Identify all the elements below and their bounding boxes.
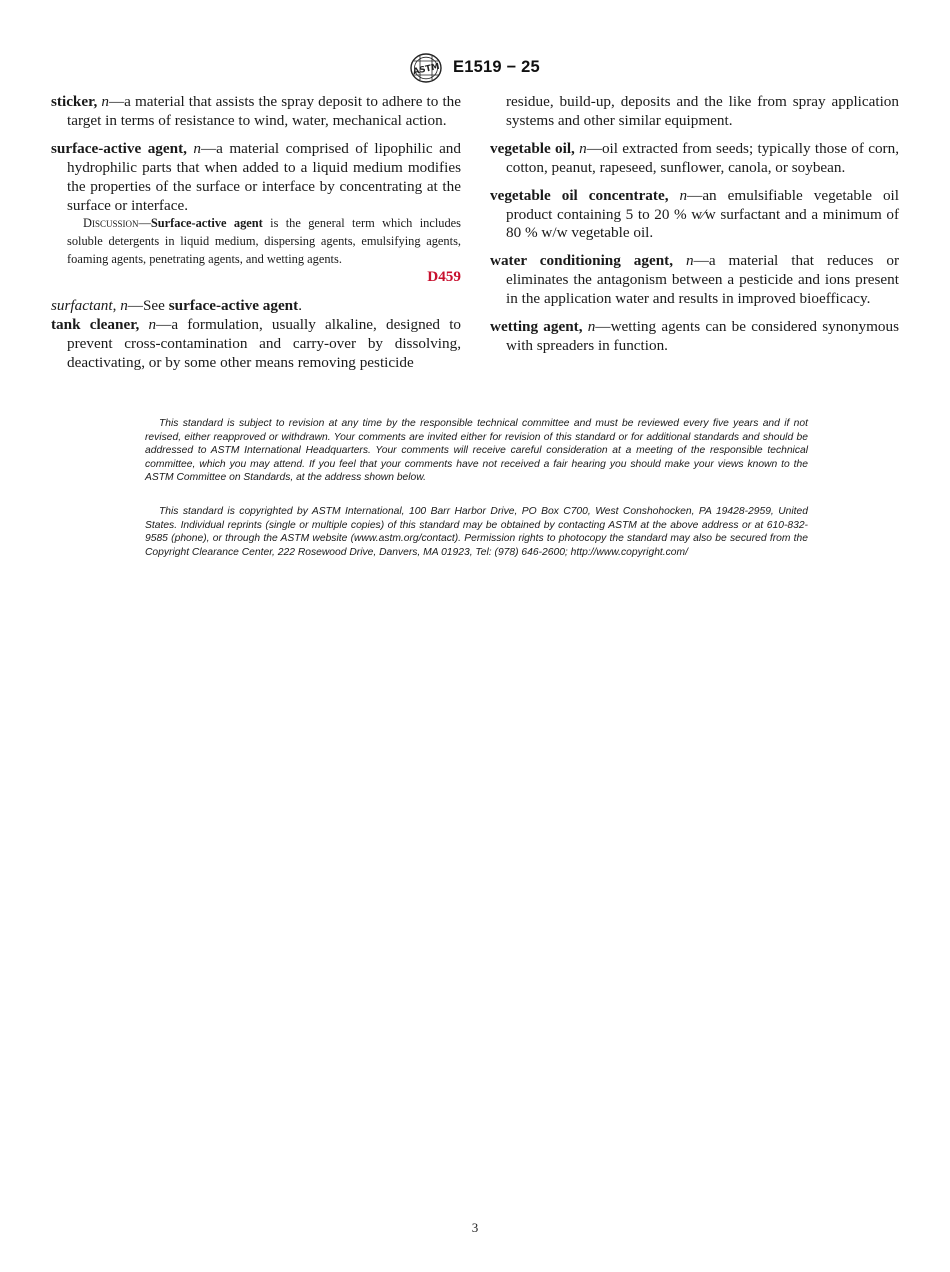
term: tank cleaner, [51,316,140,334]
discussion-label: Discussion [83,216,139,231]
astm-logo-icon [408,52,444,84]
revision-notice-text: This standard is subject to revision at any time by the responsible technical committee and must be reviewed every five years and if not revised, either reapproved or withdrawn. Your comments are invited either for revision of this standard or for additional standards and should be addressed to ASTM International Headquarters. Your comments will receive careful consideration at a meeting of the responsible technical committee, which you may attend. If you feel that your comments have not received a fair hearing you should make your views known to the ASTM Committee on Standards, at the address shown below. [145,418,808,484]
right-column [490,93,899,365]
definition-wetting-agent [490,318,899,356]
page-number: 3 [471,1220,479,1235]
definition-text: —oil extracted from seeds; typically those of corn, cotton, peanut, rapeseed, sunflower, canola, or soybean. [506,139,900,176]
part-of-speech: n [579,139,587,157]
term: surface-active agent, [51,139,187,157]
copyright-notice-text: This standard is copyrighted by ASTM International, 100 Barr Harbor Drive, PO Box C700, West Conshohocken, PA 19428-2959, United States. Individual reprints (single or multiple copies) of this standard may be obtained by contacting ASTM at the above address or at 610-832-9585 (phone), or through the ASTM website (www.astm.org/contact). Permission rights to photocopy the standard may also be secured from the Copyright Clearance Center, 222 Rosewood Drive, Danvers, MA 01923, Tel: (978) 646-2600; http://www.copyright.com/ [145,506,808,558]
definition-text: —a formulation, usually alkaline, designed to prevent cross-contamination and carry-over by dissolving, deactivating, or by some other means removing pesticide [67,316,462,371]
term: surfactant [51,297,113,315]
definition-tank-cleaner [51,316,461,373]
page-header [0,52,950,84]
period: . [298,297,302,315]
see-text: —See [127,297,169,315]
term: water conditioning agent, [490,252,674,270]
discussion-dash: — [138,216,151,231]
definition-text: —a material that assists the spray deposit to adhere to the target in terms of resistance to wind, water, mechanical action. [67,93,462,129]
definition-vegetable-oil-concentrate [490,187,899,244]
revision-notice [145,417,808,485]
definition-vegetable-oil [490,140,899,178]
discussion-term: Surface-active agent [150,216,263,231]
definition-text: —a material that reduces or eliminates the antagonism between a pesticide and ions present in the application water and results in improved bioefficacy. [506,252,900,308]
part-of-speech: n [679,186,688,204]
left-column [51,93,461,382]
part-of-speech: n [101,93,109,110]
definition-surfactant [51,297,461,316]
logo-text: ASTM [412,61,441,78]
part-of-speech: n [120,297,128,315]
part-of-speech: n [686,252,694,270]
separator: , [112,297,121,315]
definition-sticker [51,93,461,131]
term: vegetable oil, [490,139,575,157]
part-of-speech: n [148,316,157,334]
copyright-notice [145,505,808,559]
definition-tank-cleaner-continued: residue, build-up, deposits and the like from spray application systems and other similar equipment. [506,93,899,129]
discussion-text: is the general term which includes soluble detergents in liquid medium, dispersing agents, emulsifying agents, foaming agents, penetrating agents, and wetting agents. [67,216,461,266]
definition-text: —a material comprised of lipophilic and hydrophilic parts that when added to a liquid medium modifies the properties of the surface or interface by concentrating at the surface or interface. [67,139,461,214]
definition-text: —an emulsifiable vegetable oil product containing 5 to 20 % w⁄w surfactant and a minimum of 80 % w/w vegetable oil. [506,186,899,242]
part-of-speech: n [587,318,596,336]
definition-water-conditioning-agent [490,252,899,309]
term: sticker, [51,93,98,110]
term: vegetable oil concentrate, [490,186,669,204]
definition-surface-active-agent [51,140,461,216]
reference-code: D459 [427,268,461,286]
see-term: surface-active agent [168,297,299,315]
standard-designation: E1519 − 25 [453,58,540,76]
discussion-note [51,215,461,268]
term: wetting agent, [490,318,583,336]
part-of-speech: n [193,139,201,157]
definition-text: —wetting agents can be considered synonymous with spreaders in function. [506,318,900,354]
